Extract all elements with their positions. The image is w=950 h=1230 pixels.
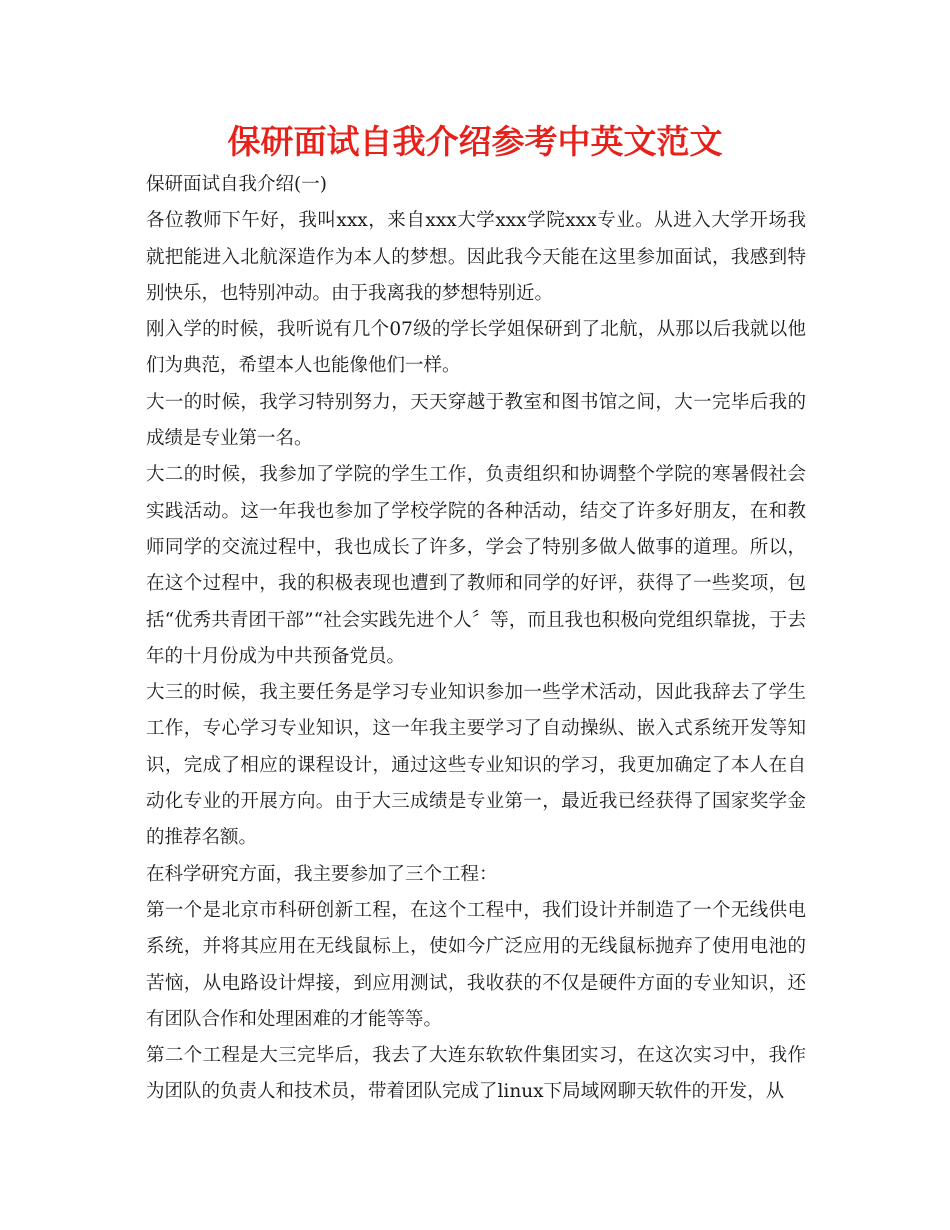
document-body (146, 167, 806, 1111)
paragraph: 大二的时候，我参加了学院的学生工作，负责组织和协调整个学院的寒暑假社会实践活动。这一年我也参加了学校学院的各种活动，结交了许多好朋友，在和教师同学的交流过程中，我也成长了许多，学会了特别多做人做事的道理。所以，在这个过程中，我的积极表现也遭到了教师和同学的好评，获得了一些奖项，包括“优秀共青团干部”“社会实践先进个人〞等，而且我也积极向党组织靠拢，于去年的十月份成为中共预备党员。 (146, 464, 806, 667)
paragraph: 在科学研究方面，我主要参加了三个工程： (146, 863, 498, 885)
paragraph: 各位教师下午好，我叫xxx，来自xxx大学xxx学院xxx专业。从进入大学开场我就把能进入北航深造作为本人的梦想。因此我今天能在这里参加面试，我感到特别快乐，也特别冲动。由于我离我的梦想特别近。 (146, 210, 806, 304)
paragraph: 大三的时候，我主要任务是学习专业知识参加一些学术活动，因此我辞去了学生工作，专心学习专业知识，这一年我主要学习了自动操纵、嵌入式系统开发等知识，完成了相应的课程设计，通过这些专业知识的学习，我更加确定了本人在自动化专业的开展方向。由于大三成绩是专业第一，最近我已经获得了国家奖学金的推荐名额。 (146, 682, 806, 849)
document-title: 保研面试自我介绍参考中英文范文 (227, 122, 723, 161)
paragraph: 大一的时候，我学习特别努力，天天穿越于教室和图书馆之间，大一完毕后我的成绩是专业第一名。 (146, 391, 806, 450)
paragraph: 第二个工程是大三完毕后，我去了大连东软软件集团实习，在这次实习中，我作为团队的负责人和技术员，带着团队完成了linux下局域网聊天软件的开发，从 (146, 1045, 806, 1103)
paragraph: 刚入学的时候，我听说有几个07级的学长学姐保研到了北航，从那以后我就以他们为典范，希望本人也能像他们一样。 (146, 319, 806, 377)
section-heading: 保研面试自我介绍(一) (146, 174, 327, 195)
paragraph: 第一个是北京市科研创新工程，在这个工程中，我们设计并制造了一个无线供电系统，并将其应用在无线鼠标上，使如今广泛应用的无线鼠标抛弃了使用电池的苦恼，从电路设计焊接，到应用测试，我收获的不仅是硬件方面的专业知识，还有团队合作和处理困难的才能等等。 (146, 899, 806, 1030)
